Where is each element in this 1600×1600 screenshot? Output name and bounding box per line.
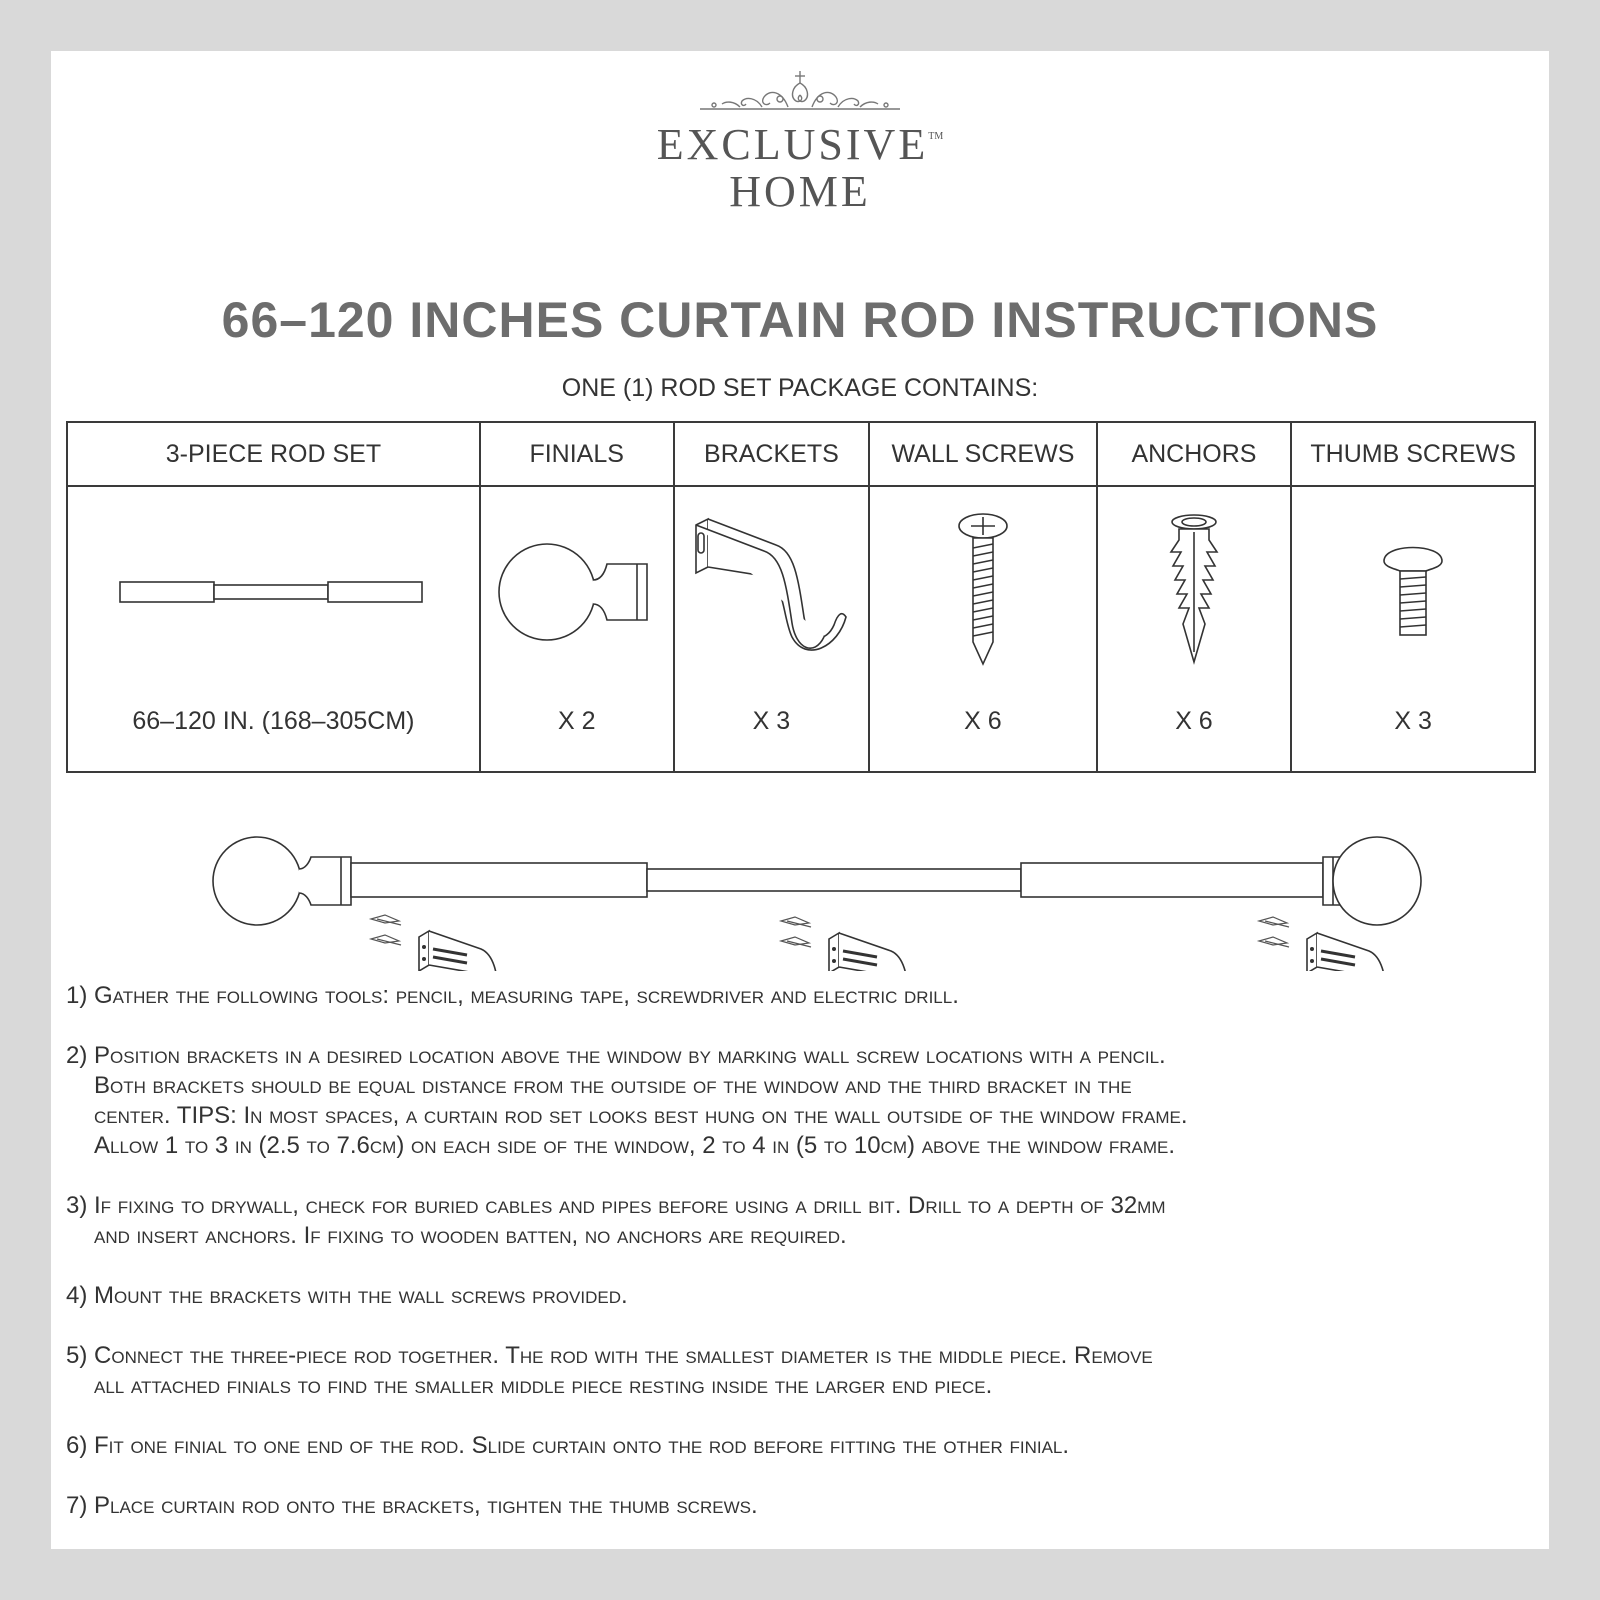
thumb-screws-quantity: X 3 <box>1394 707 1432 735</box>
brand-name-line2: HOME <box>729 167 871 216</box>
step-6: 6) Fit one finial to one end of the rod. Slide curtain onto the rod before fitting the other finial. <box>66 1432 1070 1459</box>
step-1: 1) Gather the following tools: pencil, measuring tape, screwdriver and electric drill. <box>66 982 959 1009</box>
parts-cell-thumb-screws <box>1291 486 1535 772</box>
step-2: 2) Position brackets in a desired location above the window by marking wall screw locations with a pencil. Both brackets should be equal distance from the outside of the window and the third bracket in the center. TIPS: In most spaces, a curtain rod set looks best hung on the wall outside of the window frame. Allow 1 to 3 in (2.5 to 7.6cm) on each side of the window, 2 to 4 in (5 to 10cm) above the window frame. <box>66 1042 1188 1159</box>
parts-cell-anchors <box>1097 486 1292 772</box>
brand-name-line1: EXCLUSIVE™ <box>656 120 944 169</box>
page-title: 66–120 INCHES CURTAIN ROD INSTRUCTIONS <box>221 292 1379 348</box>
parts-header-brackets: BRACKETS <box>674 422 870 486</box>
rod-set-length: 66–120 IN. (168–305CM) <box>132 707 415 735</box>
package-contents-heading: ONE (1) ROD SET PACKAGE CONTAINS: <box>561 374 1039 402</box>
anchors-quantity: X 6 <box>1175 707 1213 735</box>
parts-cell-brackets <box>674 486 870 772</box>
parts-header-thumb-screws: THUMB SCREWS <box>1291 422 1535 486</box>
rod-icon <box>118 572 428 612</box>
parts-cell-wall-screws <box>869 486 1096 772</box>
parts-header-finials: FINIALS <box>480 422 674 486</box>
parts-cell-rod-set <box>67 486 480 772</box>
assembled-rod <box>213 837 1421 925</box>
finials-quantity: X 2 <box>557 707 596 735</box>
bracket-icon <box>686 517 856 667</box>
wall-screws-quantity: X 6 <box>964 707 1002 735</box>
wall-screw-icon <box>953 512 1013 672</box>
parts-header-wall-screws: WALL SCREWS <box>869 422 1096 486</box>
thumb-screw-icon <box>1378 537 1448 647</box>
brackets-quantity: X 3 <box>752 707 791 735</box>
parts-table <box>66 421 1536 773</box>
ornament-icon <box>700 69 900 113</box>
parts-header-rod-set: 3-PIECE ROD SET <box>67 422 480 486</box>
bracket-set-center <box>781 917 941 971</box>
step-3: 3) If fixing to drywall, check for buried cables and pipes before using a drill bit. Drill to a depth of 32mm and insert anchors. If fixing to wooden batten, no anchors are required. <box>66 1192 1166 1249</box>
anchor-icon <box>1159 512 1229 672</box>
instruction-steps <box>66 981 1546 1551</box>
brand-logo <box>51 69 1549 214</box>
assembly-diagram <box>191 811 1431 971</box>
finial-icon <box>497 532 657 652</box>
bracket-set-right <box>1259 917 1419 971</box>
instruction-sheet <box>51 51 1549 1549</box>
step-7: 7) Place curtain rod onto the brackets, tighten the thumb screws. <box>66 1492 758 1519</box>
parts-cell-finials <box>480 486 674 772</box>
bracket-set-left <box>371 915 531 971</box>
step-4: 4) Mount the brackets with the wall screws provided. <box>66 1282 628 1309</box>
parts-header-anchors: ANCHORS <box>1097 422 1292 486</box>
step-5: 5) Connect the three-piece rod together. The rod with the smallest diameter is the middle piece. Remove all attached finials to find the smaller middle piece resting inside the larger end piece. <box>66 1342 1153 1399</box>
